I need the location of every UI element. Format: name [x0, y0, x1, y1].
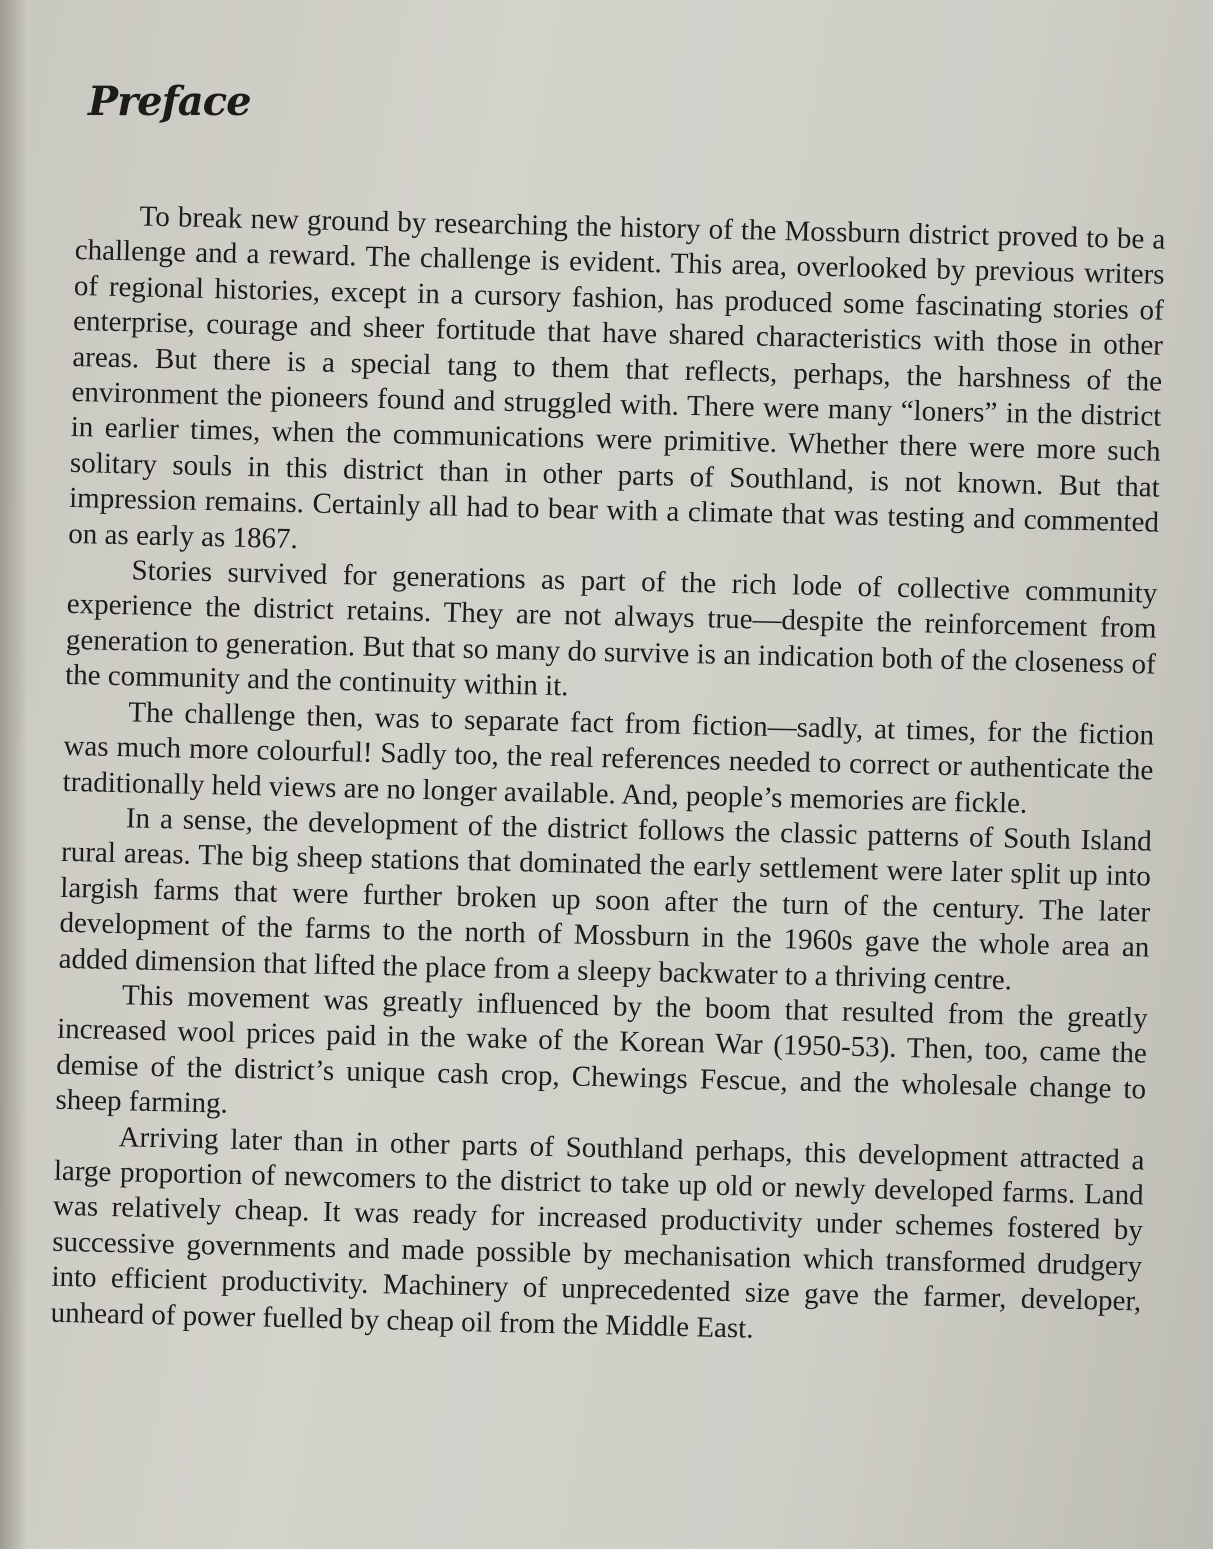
page-title: Preface [88, 78, 251, 125]
preface-body [50, 198, 1165, 1355]
paragraph-2: Stories survived for generations as part of the rich lode of collective community experience the district retains. They are not always true—despite the reinforcement from generation to generation. But that so many do survive is an indication both of the closeness of the community and the continuity within it. [64, 554, 1158, 703]
paragraph-4: In a sense, the development of the district follows the classic patterns of South Island rural areas. The big sheep stations that dominated the early settlement were later split up into largish farms that were further broken up soon after the turn of the century. The later development of the farms to the north of Mossburn in the 1960s gave the whole area an added dimension that lifted the place from a sleepy backwater to a thriving centre. [58, 802, 1153, 996]
paragraph-3: The challenge then, was to separate fact from fiction—sadly, at times, for the fiction was much more colourful! Sadly too, the real references needed to correct or authenticate the traditionally held views are no longer available. And, people’s memories are fickle. [62, 696, 1155, 820]
paragraph-1: To break new ground by researching the history of the Mossburn district proved to be a challenge and a reward. The challenge is evident. This area, overlooked by previous writers of regional histories, except in a cursory fashion, has produced some fascinating stories of enterprise, courage and sheer fortitude that have shared characteristics with those in other areas. But there is a special tang to them that reflects, perhaps, the harshness of the environment the pioneers found and struggled with. There were many “loners” in the district in earlier times, when the communications were primitive. Whether there were more such solitary souls in this district than in other parts of Southland, is not known. But that impression remains. Certainly all had to bear with a climate that was testing and commented on as early as 1867. [68, 200, 1166, 555]
paragraph-6: Arriving later than in other parts of Southland perhaps, this development attracted a large proportion of newcomers to the district to take up old or newly developed farms. Land was relatively cheap. It was ready for increased productivity under schemes fostered by successive governments and made possible by mechanisation which transformed drudgery into efficient productivity. Machinery of unprecedented size gave the farmer, developer, unheard of power fuelled by cheap oil from the Middle East. [50, 1120, 1145, 1345]
page-gutter-shadow [0, 0, 28, 1549]
paragraph-5: This movement was greatly influenced by the boom that resulted from the greatly increased wool prices paid in the wake of the Korean War (1950-53). Then, too, came the demise of the district’s unique cash crop, Chewings Fescue, and the wholesale change to sheep farming. [55, 979, 1149, 1120]
